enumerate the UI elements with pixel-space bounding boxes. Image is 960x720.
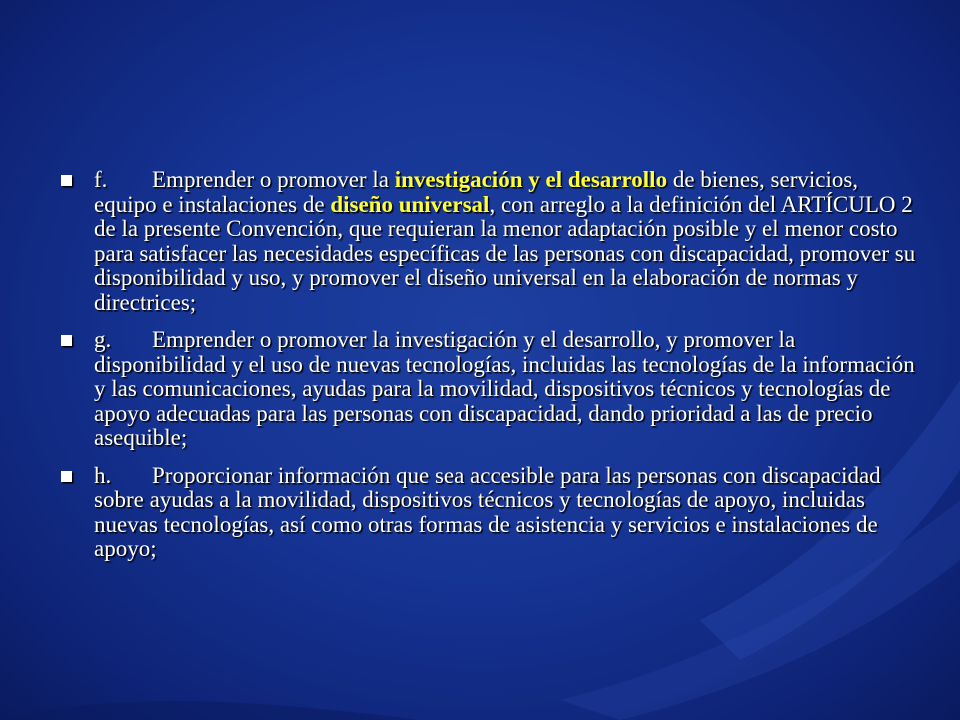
bullet-text: , con arreglo a la definición del ARTÍCULO 2 de la presente Convención, que requieran la menor adaptación posible y el menor costo para satisfacer las necesidades específicas de las personas con discapacidad, promover su disponibilidad y uso, y promover el diseño universal en la elaboración de normas y directrices; bbox=[94, 191, 916, 315]
bullet-letter: h. bbox=[94, 462, 112, 488]
square-bullet-icon bbox=[61, 175, 72, 186]
bullet-letter: g. bbox=[94, 327, 112, 352]
square-bullet-icon bbox=[61, 335, 72, 346]
highlighted-text: investigación y el desarrollo bbox=[394, 167, 668, 192]
bullet-item-f bbox=[58, 168, 920, 315]
bullet-text: Emprender o promover la bbox=[152, 167, 395, 192]
bullet-letter: f. bbox=[94, 167, 108, 192]
bullet-list bbox=[58, 168, 920, 575]
bullet-text: Emprender o promover la investigación y el desarrollo, y promover la disponibilidad y el uso de nuevas tecnologías, incluidas las tecnologías de la información y las comunicaciones, ayudas para la movilidad, dispositivos técnicos y tecnologías de apoyo adecuadas para las personas con discapacidad, dando prioridad a las de precio asequible; bbox=[94, 327, 915, 450]
bullet-item-g bbox=[58, 328, 920, 451]
bullet-item-h bbox=[58, 464, 920, 562]
bullet-text: Proporcionar información que sea accesible para las personas con discapacidad sobre ayudas a la movilidad, dispositivos técnicos y tecnologías de apoyo, incluidas nuevas tecnologías, así como otras formas de asistencia y servicios e instalaciones de apoyo; bbox=[94, 462, 881, 561]
square-bullet-icon bbox=[61, 471, 72, 482]
bullet-text: de bienes, servicios, equipo e instalaciones de bbox=[94, 167, 859, 217]
highlighted-text: diseño universal bbox=[330, 191, 490, 217]
